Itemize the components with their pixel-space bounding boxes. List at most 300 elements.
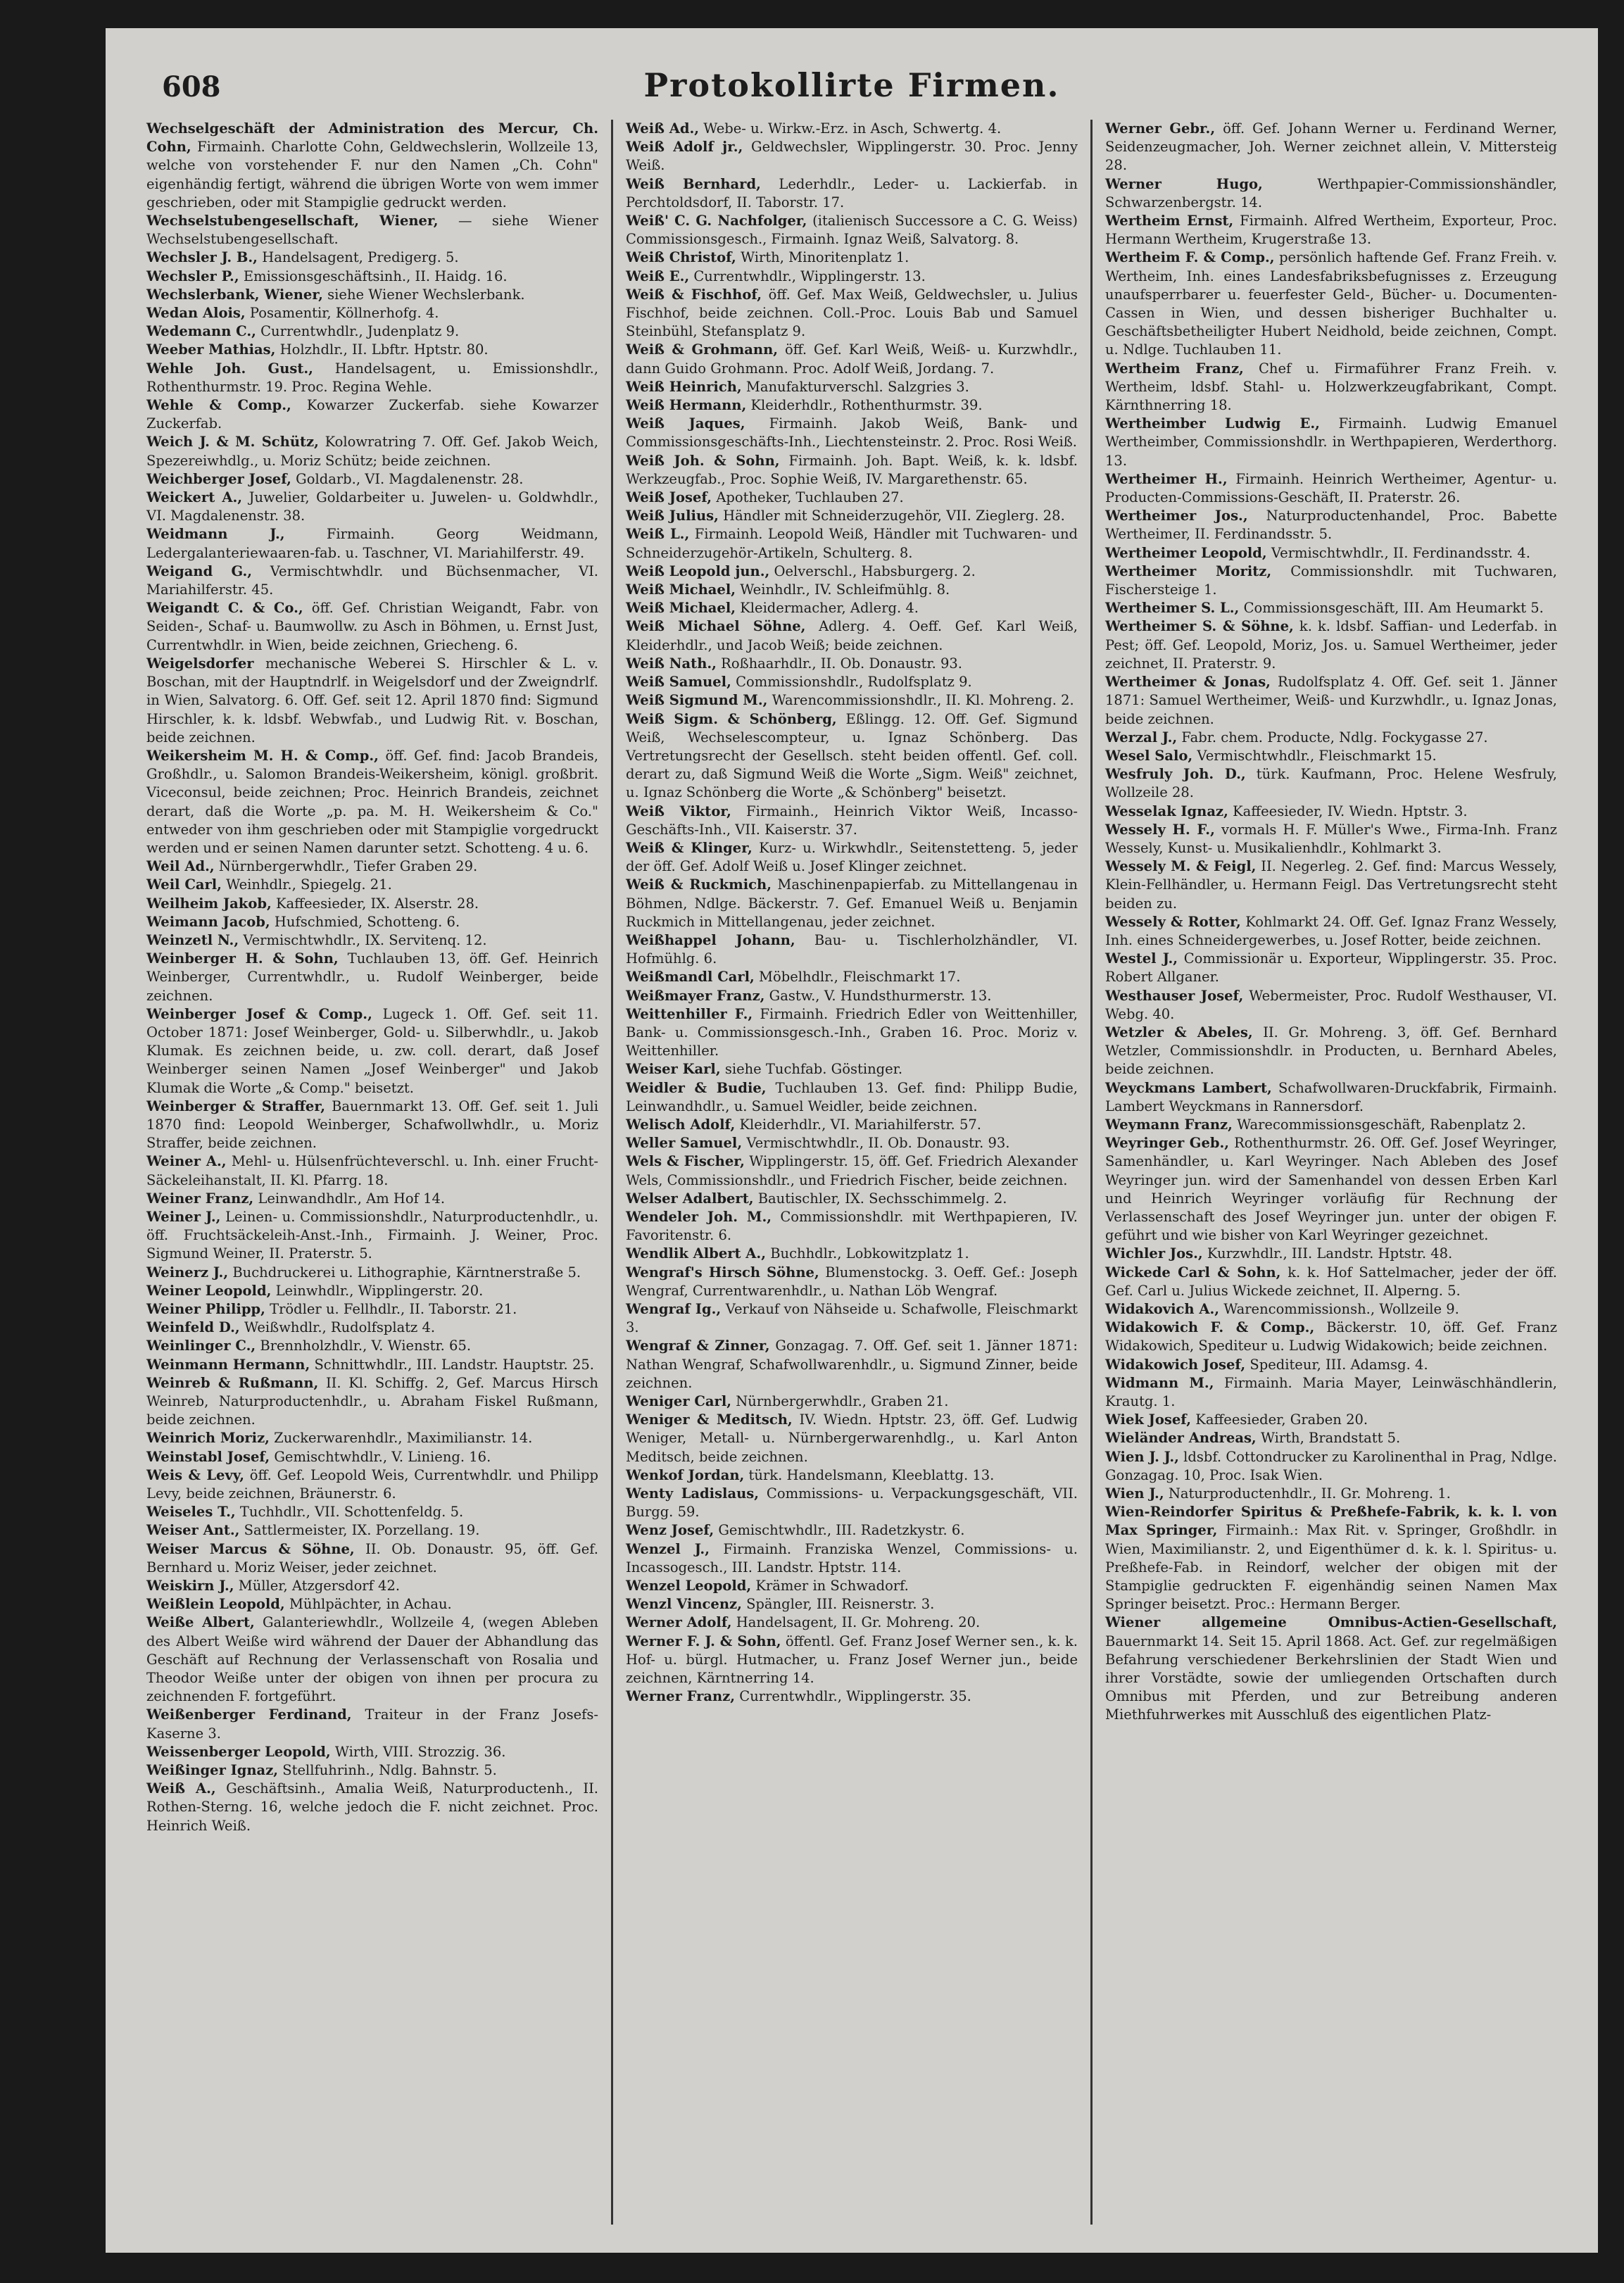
directory-entry <box>1105 562 1557 599</box>
directory-entry <box>146 1614 598 1706</box>
firm-name: Weiß Jaques, <box>626 415 745 432</box>
firm-name: Weller Samuel, <box>626 1135 743 1152</box>
firm-name: Wertheimer Jos., <box>1105 508 1248 524</box>
directory-entry <box>146 268 598 286</box>
firm-name: Weigelsdorfer <box>146 655 254 672</box>
directory-entry <box>146 249 598 267</box>
firm-details: II. Gr. Mohreng. 3, öff. Gef. Bernhard Wetzler, Commissionshdlr. in Producten, u. Bernhard Abeles, beide zeichnen. <box>1105 1024 1558 1078</box>
firm-details: Leinwhdlr., Wipplingerstr. 20. <box>275 1282 484 1299</box>
firm-name: Weiß Julius, <box>626 508 719 524</box>
firm-details: Kaffeesieder, Graben 20. <box>1195 1411 1368 1428</box>
firm-name: Weißinger Ignaz, <box>146 1762 279 1779</box>
directory-entry <box>1105 987 1557 1024</box>
firm-details: Naturproductenhdlr., II. Gr. Mohreng. 1. <box>1168 1485 1451 1502</box>
firm-name: Wertheimer Moritz, <box>1105 562 1272 579</box>
firm-name: Widmann M., <box>1105 1374 1214 1391</box>
firm-name: Weniger & Meditsch, <box>626 1411 793 1428</box>
firm-details: Firmainh. Heinrich Wertheimer, Agentur- u. Producten-Commissions-Geschäft, II. Praterstr. 26. <box>1105 470 1558 506</box>
firm-details: Kurzwhdlr., III. Landstr. Hptstr. 48. <box>1207 1245 1453 1262</box>
firm-details: Schnittwhdlr., III. Landstr. Hauptstr. 25. <box>314 1356 594 1373</box>
directory-entry <box>626 268 1078 286</box>
directory-entry <box>1105 1134 1557 1245</box>
directory-entry <box>626 1337 1078 1392</box>
directory-entry <box>1105 617 1557 673</box>
firm-name: Welisch Adolf, <box>626 1116 736 1133</box>
firm-details: Sattlermeister, IX. Porzellang. 19. <box>244 1522 480 1539</box>
firm-details: siehe Wiener Wechslerbank. <box>327 286 525 303</box>
directory-entry <box>146 599 598 655</box>
firm-name: Weigandt C. & Co., <box>146 600 303 617</box>
firm-name: Weiß Sigm. & Schönberg, <box>626 710 837 727</box>
directory-entry <box>626 175 1078 212</box>
firm-name: Weiser Ant., <box>146 1522 240 1539</box>
firm-details: Rothenthurmstr. 26. Off. Gef. Josef Weyringer, Samenhändler, u. Karl Weyringer. Nach Ableben des Josef Weyringer jun. wird der Samenhandel von dessen Erben Karl und Heinrich Weyringer vorläufig für Rechnung der Verlassenschaft des Josef Weyringer jun. unter der obigen F. geführt und wie bisher von Karl Weyringer gezeichnet. <box>1105 1135 1557 1244</box>
directory-entry <box>1105 729 1557 747</box>
firm-details: Firmainh. Franziska Wenzel, Commissions- u. Incassogesch., III. Landstr. Hptstr. 114. <box>626 1540 1078 1576</box>
directory-entry <box>146 1706 598 1742</box>
firm-name: Werner Adolf, <box>626 1614 732 1631</box>
firm-name: Weiß E., <box>626 268 690 284</box>
firm-details: öff. Gef. find: Jacob Brandeis, Großhdlr., u. Salomon Brandeis-Weikersheim, königl. großbrit. Viceconsul, beide zeichnen; Proc. Heinrich Brandeis, zeichnet derart, daß die Worte „p. pa. M. H. Weikersheim & Co." entweder von ihm geschrieben oder mit Stampiglie vorgedruckt werden und er seinen Namen darunter setzt. Schotteng. 4 u. 6. <box>146 747 599 856</box>
firm-details: II. Ob. Donaustr. 95, öff. Gef. Bernhard u. Moriz Weiser, jeder zeichnet. <box>146 1540 598 1576</box>
firm-details: Schafwollwaren-Druckfabrik, Firmainh. Lambert Weyckmans in Rannersdorf. <box>1105 1079 1557 1114</box>
firm-name: Weiner Philipp, <box>146 1301 265 1317</box>
firm-details: II. Kl. Schiffg. 2, Gef. Marcus Hirsch Weinreb, Naturproductenhdlr., u. Abraham Fiskel Rußmann, beide zeichnen. <box>146 1374 598 1428</box>
firm-details: Kleiderhdlr., Rothenthurmstr. 39. <box>750 397 983 414</box>
firm-details: Geschäftsinh., Amalia Weiß, Naturproductenh., II. Rothen-Sterng. 16, welche jedoch die F. nicht zeichnet. Proc. Heinrich Weiß. <box>146 1780 599 1834</box>
firm-details: Vermischtwhdlr., Fleischmarkt 15. <box>1197 747 1437 764</box>
firm-details: Krämer in Schwadorf. <box>755 1578 909 1595</box>
firm-details: Kleiderhdlr., VI. Mariahilferstr. 57. <box>739 1116 981 1133</box>
firm-details: Firmainh. Leopold Weiß, Händler mit Tuchwaren- und Schneiderzugehör-Artikeln, Schulterg. 8. <box>626 526 1078 561</box>
firm-details: Kaffeesieder, IX. Alserstr. 28. <box>275 895 479 912</box>
firm-name: Wels & Fischer, <box>626 1153 745 1170</box>
directory-entry <box>626 1116 1078 1134</box>
directory-entry <box>626 120 1078 138</box>
firm-details: Lugeck 1. Off. Gef. seit 11. October 1871: Josef Weinberger, Gold- u. Silberwhdlr., u. Jakob Klumak. Es zeichnen beide, u. zw. coll. derart, daß Josef Weinberger seinen Namen „Josef Weinberger" und Jakob Klumak die Worte „& Comp." beisetzt. <box>146 1005 599 1096</box>
firm-name: Weiß Adolf jr., <box>626 139 743 156</box>
firm-details: Gemischtwhdlr., V. Linieng. 16. <box>274 1448 491 1465</box>
firm-name: Wengraf Ig., <box>626 1301 722 1317</box>
firm-name: Weiß Josef, <box>626 489 712 506</box>
firm-details: Bautischler, IX. Sechsschimmelg. 2. <box>757 1190 1007 1207</box>
directory-entry <box>146 433 598 470</box>
directory-entry <box>146 1300 598 1319</box>
firm-name: Wesel Salo, <box>1105 747 1193 764</box>
firm-details: Stellfuhrinh., Ndlg. Bahnstr. 5. <box>282 1762 497 1779</box>
firm-details: Müller, Atzgersdorf 42. <box>238 1578 401 1595</box>
directory-entry <box>626 562 1078 581</box>
directory-entry <box>146 1503 598 1521</box>
firm-details: Weinhdlr., Spiegelg. 21. <box>226 876 392 893</box>
firm-details: Webermeister, Proc. Rudolf Westhauser, VI. Webg. 40. <box>1105 987 1557 1022</box>
firm-details: Currentwhdlr., Judenplatz 9. <box>260 323 460 340</box>
firm-name: Weißhappel Johann, <box>626 931 795 948</box>
directory-entry <box>626 599 1078 617</box>
directory-entry <box>1105 360 1557 415</box>
directory-entry <box>626 1134 1078 1152</box>
directory-entry <box>626 341 1078 377</box>
directory-entry <box>146 1098 598 1153</box>
firm-name: Weinberger & Straffer, <box>146 1098 325 1114</box>
firm-name: Weikersheim M. H. & Comp., <box>146 747 379 764</box>
firm-name: Weil Ad., <box>146 858 215 875</box>
firm-name: Widakowich F. & Comp., <box>1105 1319 1315 1336</box>
firm-details: Zuckerwarenhdlr., Maximilianstr. 14. <box>274 1430 533 1447</box>
directory-entry <box>626 1005 1078 1061</box>
firm-details: Warencommissionshdlr., II. Kl. Mohreng. 2. <box>772 692 1074 709</box>
firm-name: Wien J. J., <box>1105 1448 1179 1465</box>
firm-details: Commissionshdlr., Rudolfsplatz 9. <box>736 674 972 691</box>
firm-name: Wertheimer Leopold, <box>1105 544 1267 561</box>
firm-details: vormals H. F. Müller's Wwe., Firma-Inh. Franz Wessely, Kunst- u. Musikalienhdlr., Kohlmarkt 3. <box>1105 821 1557 856</box>
firm-details: Commissionär u. Exporteur, Wipplingerstr. 35. Proc. Robert Allganer. <box>1105 950 1557 986</box>
directory-entry <box>146 341 598 359</box>
directory-entry <box>1105 913 1557 950</box>
firm-details: Weißwhdlr., Rudolfsplatz 4. <box>244 1319 436 1336</box>
firm-details: Bau- u. Tischlerholzhändler, VI. Hofmühlg. 6. <box>626 931 1078 967</box>
directory-entry <box>146 1152 598 1189</box>
directory-entry <box>626 1521 1078 1540</box>
firm-name: Wertheimer & Jonas, <box>1105 674 1271 691</box>
directory-entry <box>626 286 1078 341</box>
directory-entry <box>1105 673 1557 729</box>
firm-details: Tuchhdlr., VII. Schottenfeldg. 5. <box>239 1504 464 1521</box>
firm-name: Weiß Samuel, <box>626 674 731 691</box>
firm-name: Weiß Michael, <box>626 600 736 617</box>
firm-details: Werthpapier-Commissionshändler, Schwarzenbergstr. 14. <box>1105 175 1557 210</box>
directory-entry <box>1105 1429 1557 1447</box>
firm-details: Spediteur, III. Adamsg. 4. <box>1250 1356 1428 1373</box>
firm-name: Weiß & Grohmann, <box>626 341 779 358</box>
firm-details: Goldarb., VI. Magdalenenstr. 28. <box>296 470 524 487</box>
directory-entry <box>1105 821 1557 857</box>
firm-name: Wechselgeschäft der Administration des Mercur, Ch. Cohn, <box>146 120 598 156</box>
firm-details: Galanteriewhdlr., Wollzeile 4, (wegen Ableben des Albert Weiße wird während der Dauer der Abhandlung das Geschäft auf Rechnung der Verlassenschaft von Rosalia und Theodor Weiße unter der obigen von ihnen per procura zu zeichnenden F. fortgeführt. <box>146 1614 598 1705</box>
firm-name: Weißmandl Carl, <box>626 969 755 986</box>
firm-details: öffentl. Gef. Franz Josef Werner sen., k. k. Hof- u. bürgl. Hutmacher, u. Franz Josef Werner jun., beide zeichnen, Kärntnerring 14. <box>626 1633 1078 1687</box>
firm-name: Wien-Reindorfer Spiritus & Preßhefe-Fabrik, k. k. l. von Max Springer, <box>1105 1504 1557 1539</box>
firm-name: Wendeler Joh. M., <box>626 1208 772 1225</box>
directory-entry <box>1105 415 1557 470</box>
directory-entry <box>146 747 598 857</box>
firm-details: türk. Handelsmann, Kleeblattg. 13. <box>748 1466 995 1483</box>
firm-details: Handelsagent, u. Emissionshdlr., Rothenthurmstr. 19. Proc. Regina Wehle. <box>146 360 598 395</box>
firm-name: Weiß & Fischhof, <box>626 286 762 303</box>
firm-name: Weiße Albert, <box>146 1614 255 1631</box>
firm-name: Widakowich Josef, <box>1105 1356 1246 1373</box>
directory-entry <box>626 617 1078 654</box>
directory-entry <box>1105 1245 1557 1263</box>
firm-details: Firmainh. Maria Mayer, Leinwäschhändlerin, Krautg. 1. <box>1105 1374 1557 1410</box>
firm-name: Werzal J., <box>1105 729 1178 746</box>
firm-details: Wirth, VIII. Strozzig. 36. <box>334 1743 506 1760</box>
firm-name: Weiner Leopold, <box>146 1282 272 1299</box>
firm-name: Wetzler & Abeles, <box>1105 1024 1253 1040</box>
directory-entry <box>146 1208 598 1264</box>
firm-details: öff. Gef. Leopold Weis, Currentwhdlr. und Philipp Levy, beide zeichnen, Bräunerstr. 6. <box>146 1466 598 1502</box>
firm-name: Weiß Nath., <box>626 655 717 672</box>
directory-entry <box>626 507 1078 525</box>
directory-entry <box>1105 1024 1557 1079</box>
directory-page <box>106 28 1598 2253</box>
firm-details: — siehe Wiener Wechselstubengesellschaft. <box>146 213 598 248</box>
firm-name: Wichler Jos., <box>1105 1245 1203 1262</box>
directory-entry <box>626 1633 1078 1688</box>
firm-details: Handelsagent, II. Gr. Mohreng. 20. <box>736 1614 981 1631</box>
firm-name: Wessely M. & Feigl, <box>1105 858 1257 875</box>
directory-entry <box>146 1337 598 1355</box>
firm-name: Weiß Ad., <box>626 120 700 137</box>
firm-name: Weiß Michael Söhne, <box>626 618 806 635</box>
directory-entry <box>626 1060 1078 1078</box>
firm-details: Wirth, Brandstatt 5. <box>1260 1430 1401 1447</box>
firm-name: Weiser Marcus & Söhne, <box>146 1540 355 1557</box>
firm-name: Weil Carl, <box>146 876 222 893</box>
firm-name: Weidmann J., <box>146 526 285 543</box>
firm-name: Wertheimer H., <box>1105 470 1228 487</box>
firm-name: Wesselak Ignaz, <box>1105 803 1228 819</box>
directory-entry <box>626 710 1078 803</box>
firm-details: ldsbf. Cottondrucker zu Karolinenthal in Prag, Ndlge. Gonzagag. 10, Proc. Isak Wien. <box>1105 1448 1557 1483</box>
firm-details: Gonzagag. 7. Off. Gef. seit 1. Jänner 1871: Nathan Wengraf, Schafwollwarenhdlr., u. Sigmund Zinner, beide zeichnen. <box>626 1338 1078 1391</box>
directory-entry <box>146 525 598 562</box>
firm-details: Webe- u. Wirkw.-Erz. in Asch, Schwertg. 4. <box>703 120 1002 137</box>
firm-name: Weiser Karl, <box>626 1061 721 1078</box>
directory-entry <box>626 1687 1078 1706</box>
firm-name: Weissenberger Leopold, <box>146 1743 331 1760</box>
page-number: 608 <box>162 70 221 103</box>
firm-name: Weeber Mathias, <box>146 341 276 358</box>
firm-name: Werner F. J. & Sohn, <box>626 1633 781 1649</box>
directory-entry <box>626 931 1078 968</box>
firm-details: Kowarzer Zuckerfab. siehe Kowarzer Zuckerfab. <box>146 397 599 432</box>
directory-entry <box>1105 950 1557 986</box>
firm-name: Weiß Heinrich, <box>626 378 742 395</box>
directory-entry <box>626 1190 1078 1208</box>
firm-name: Wessely H. F., <box>1105 821 1215 838</box>
firm-name: Wenzl Vincenz, <box>626 1596 742 1613</box>
firm-name: Wengraf's Hirsch Söhne, <box>626 1264 819 1281</box>
firm-name: Weymann Franz, <box>1105 1116 1233 1133</box>
firm-details: Emissionsgeschäftsinh., II. Haidg. 16. <box>243 268 508 284</box>
firm-details: Naturproductenhandel, Proc. Babette Wertheimer, II. Ferdinandsstr. 5. <box>1105 508 1557 543</box>
firm-details: Commissionshdlr. mit Werthpapieren, IV. Favoritenstr. 6. <box>626 1208 1078 1244</box>
directory-entry <box>146 655 598 747</box>
firm-details: Gastw., V. Hundsthurmerstr. 13. <box>769 987 992 1004</box>
firm-name: Weichberger Josef, <box>146 470 291 487</box>
firm-details: Adlerg. 4. Oeff. Gef. Karl Weiß, Kleiderhdlr., und Jacob Weiß; beide zeichnen. <box>626 618 1078 653</box>
firm-details: Handelsagent, Predigerg. 5. <box>262 249 459 266</box>
firm-name: Wertheimer S. & Söhne, <box>1105 618 1294 635</box>
directory-entry <box>1105 599 1557 617</box>
firm-name: Weyckmans Lambert, <box>1105 1079 1272 1096</box>
firm-details: Tuchlauben 13, öff. Gef. Heinrich Weinberger, Currentwhdlr., u. Rudolf Weinberger, beide zeichnen. <box>146 950 598 1004</box>
firm-name: Wechsler J. B., <box>146 249 258 266</box>
firm-name: Weinberger Josef & Comp., <box>146 1005 372 1022</box>
directory-entry <box>1105 1079 1557 1116</box>
firm-name: Weiner A., <box>146 1153 227 1170</box>
directory-entry <box>1105 120 1557 175</box>
firm-details: öff. Gef. Karl Weiß, Weiß- u. Kurzwhdlr., dann Guido Grohmann. Proc. Adolf Weiß, Jordang. 7. <box>626 341 1078 377</box>
directory-entry <box>1105 803 1557 821</box>
firm-details: Mühlpächter, in Achau. <box>289 1596 452 1613</box>
firm-details: Nürnbergerwhdlr., Tiefer Graben 29. <box>218 858 478 875</box>
firm-name: Weiß & Ruckmich, <box>626 876 772 893</box>
directory-entry <box>626 1392 1078 1411</box>
directory-entry <box>626 489 1078 507</box>
firm-name: Weigand G., <box>146 562 253 579</box>
directory-entry <box>626 1411 1078 1466</box>
firm-name: Weiß Sigmund M., <box>626 692 768 709</box>
page-title: Protokollirte Firmen. <box>643 66 1060 104</box>
firm-name: Weinfeld D., <box>146 1319 240 1336</box>
firm-details: Bauernmarkt 14. Seit 15. April 1868. Act. Gef. zur regelmäßigen Befahrung verschiedener Berkehrslinien der Stadt Wien und ihrer Vorstädte, sowie der umliegenden Ortschaften durch Omnibus mit Pferden, und zur Betreibung anderen Miethfuhrwerkes mit Ausschluß des eigentlichen Platz- <box>1105 1633 1557 1723</box>
firm-name: Weinrich Moriz, <box>146 1430 270 1447</box>
firm-name: Welser Adalbert, <box>626 1190 754 1207</box>
directory-entry <box>1105 544 1557 562</box>
firm-details: Vermischtwhdlr. und Büchsenmacher, VI. Mariahilferstr. 45. <box>146 562 599 598</box>
firm-details: Kleidermacher, Adlerg. 4. <box>740 600 919 617</box>
directory-entry <box>146 470 598 489</box>
firm-name: Wehle & Comp., <box>146 397 291 414</box>
firm-details: Oelverschl., Habsburgerg. 2. <box>774 562 976 579</box>
firm-name: Wertheim Franz, <box>1105 360 1244 377</box>
directory-entry <box>146 1448 598 1466</box>
firm-details: Kolowratring 7. Off. Gef. Jakob Weich, Spezereiwhdlg., u. Moriz Schütz; beide zeichnen. <box>146 434 598 469</box>
directory-entry <box>146 304 598 322</box>
firm-name: Weiß Michael, <box>626 581 736 598</box>
directory-entry <box>626 1208 1078 1245</box>
directory-entry <box>146 1577 598 1595</box>
firm-name: Weiß A., <box>146 1780 216 1797</box>
directory-entry <box>626 378 1078 396</box>
firm-name: Weiner J., <box>146 1208 221 1225</box>
directory-entry <box>626 968 1078 986</box>
firm-name: Weißenberger Ferdinand, <box>146 1706 352 1723</box>
firm-name: Weinlinger C., <box>146 1338 256 1354</box>
directory-entry <box>146 562 598 599</box>
firm-name: Weilheim Jakob, <box>146 895 272 912</box>
firm-name: Wieländer Andreas, <box>1105 1430 1257 1447</box>
firm-details: mechanische Weberei S. Hirschler & L. v. Boschan, mit der Hauptndrlf. in Weigelsdorf und der Zweigndrlf. in Wien, Salvatorg. 6. Off. Gef. seit 12. April 1870 find: Sigmund Hirschler, k. k. ldsbf. Webwfab., und Ludwig Rit. v. Boschan, beide zeichnen. <box>146 655 599 746</box>
firm-details: Firmainh. Georg Weidmann, Ledergalanteriewaaren-fab. u. Taschner, VI. Mariahilferstr. 49. <box>146 526 598 561</box>
firm-name: Wesfruly Joh. D., <box>1105 766 1246 783</box>
firm-details: Brennholzhdlr., V. Wienstr. 65. <box>260 1338 472 1354</box>
firm-details: Kurz- u. Wirkwhdlr., Seitenstetteng. 5, jeder der öff. Gef. Adolf Weiß u. Josef Klinger zeichnet. <box>626 839 1078 875</box>
firm-name: Weich J. & M. Schütz, <box>146 434 319 451</box>
firm-details: öff. Gef. Max Weiß, Geldwechsler, u. Julius Fischhof, beide zeichnen. Coll.-Proc. Louis Bab und Samuel Steinbühl, Stefansplatz 9. <box>626 286 1078 340</box>
directory-entry <box>146 1761 598 1780</box>
firm-details: k. k. Hof Sattelmacher, jeder der öff. Gef. Carl u. Julius Wickede zeichnet, II. Alperng. 5. <box>1105 1264 1557 1299</box>
firm-details: Nürnbergerwhdlr., Graben 21. <box>736 1393 949 1410</box>
directory-entry <box>626 581 1078 599</box>
directory-entry <box>626 1152 1078 1189</box>
firm-details: Kaffeesieder, IV. Wiedn. Hptstr. 3. <box>1233 803 1468 819</box>
firm-name: Weinmann Hermann, <box>146 1356 310 1373</box>
directory-entry <box>146 1540 598 1577</box>
directory-entry <box>626 803 1078 839</box>
firm-name: Wengraf & Zinner, <box>626 1338 770 1354</box>
directory-entry <box>626 691 1078 710</box>
directory-entry <box>146 120 598 212</box>
directory-entry <box>1105 249 1557 359</box>
firm-name: Wenkof Jordan, <box>626 1466 745 1483</box>
firm-name: Weinzetl N., <box>146 931 239 948</box>
firm-details: Gemischtwhdlr., III. Radetzkystr. 6. <box>718 1522 965 1539</box>
firm-details: Bauernmarkt 13. Off. Gef. seit 1. Juli 1870 find: Leopold Weinberger, Schafwollwhdlr., u. Moriz Straffer, beide zeichnen. <box>146 1098 599 1152</box>
directory-entry <box>146 1780 598 1835</box>
column-3 <box>1090 120 1570 2225</box>
directory-entry <box>146 1190 598 1208</box>
firm-name: Wedan Alois, <box>146 305 246 322</box>
firm-name: Wien J., <box>1105 1485 1164 1502</box>
directory-entry <box>1105 507 1557 543</box>
directory-entry <box>626 1079 1078 1116</box>
directory-entry <box>1105 1319 1557 1355</box>
firm-details: Commissionshdlr. mit Tuchwaren, Fischersteige 1. <box>1105 562 1557 598</box>
firm-details: Leinen- u. Commissionshdlr., Naturproductenhdlr., u. öff. Fruchtsäckeleih-Anst.-Inh., Firmainh. J. Weiner, Proc. Sigmund Weiner, II. Praterstr. 5. <box>146 1208 599 1262</box>
directory-entry <box>626 1614 1078 1632</box>
firm-details: Firmainh.: Max Rit. v. Springer, Großhdlr. in Wien, Maximilianstr. 2, und Eigenthümer d. k. k. l. Spiritus- u. Preßhefe-Fab. in Reindorf, welcher der obigen mit der Stampiglie gedruckten F. eigenhändig seinen Namen Max Springer beisetzt. Proc.: Hermann Berger. <box>1105 1522 1557 1613</box>
directory-entry <box>626 249 1078 267</box>
firm-name: Wiener allgemeine Omnibus-Actien-Gesellschaft, <box>1105 1614 1557 1631</box>
firm-name: Wiek Josef, <box>1105 1411 1192 1428</box>
directory-entry <box>1105 1116 1557 1134</box>
firm-name: Weiß Leopold jun., <box>626 562 770 579</box>
firm-name: Weiß Joh. & Sohn, <box>626 452 780 469</box>
column-2 <box>611 120 1090 2225</box>
directory-entry <box>1105 747 1557 765</box>
directory-entry <box>146 286 598 304</box>
firm-name: Werner Franz, <box>626 1688 736 1705</box>
firm-details: Firmainh., Heinrich Viktor Weiß, Incasso-Geschäfts-Inh., VII. Kaiserstr. 37. <box>626 803 1078 838</box>
firm-details: Mehl- u. Hülsenfrüchteverschl. u. Inh. einer Frucht-Säckeleihanstalt, II. Kl. Pfarrg. 18. <box>146 1153 598 1188</box>
firm-details: Rudolfsplatz 4. Off. Gef. seit 1. Jänner 1871: Samuel Wertheimer, Weiß- und Kurzwhdlr., u. Ignaz Jonas, beide zeichnen. <box>1105 674 1557 727</box>
directory-entry <box>626 415 1078 451</box>
firm-name: Wechsler P., <box>146 268 239 284</box>
columns <box>134 120 1570 2225</box>
firm-name: Westel J., <box>1105 950 1178 967</box>
firm-name: Wechselstubengesellschaft, Wiener, <box>146 213 439 229</box>
firm-details: Currentwhdlr., Wipplingerstr. 35. <box>739 1688 971 1705</box>
firm-details: Traiteur in der Franz Josefs-Kaserne 3. <box>146 1706 598 1742</box>
directory-entry <box>146 212 598 249</box>
firm-details: Firmainh. Friedrich Edler von Weittenhiller, Bank- u. Commissionsgesch.-Inh., Graben 16. Proc. Moriz v. Weittenhiller. <box>626 1005 1078 1059</box>
directory-entry <box>146 1595 598 1614</box>
directory-entry <box>1105 765 1557 802</box>
directory-entry <box>1105 1374 1557 1411</box>
firm-name: Weiß Hermann, <box>626 397 747 414</box>
firm-details: Verkauf von Nähseide u. Schafwolle, Fleischmarkt 3. <box>626 1301 1078 1336</box>
firm-details: Warecommissionsgeschäft, Rabenplatz 2. <box>1237 1116 1526 1133</box>
firm-details: Wirth, Minoritenplatz 1. <box>741 249 909 266</box>
firm-details: k. k. ldsbf. Saffian- und Lederfab. in Pest; öff. Gef. Leopold, Moriz, Jos. u. Samuel Wertheimer, jeder zeichnet, II. Praterstr. 9. <box>1105 618 1557 672</box>
firm-details: türk. Kaufmann, Proc. Helene Wesfruly, Wollzeile 28. <box>1105 766 1557 801</box>
firm-details: Apotheker, Tuchlauben 27. <box>716 489 904 506</box>
directory-entry <box>1105 1356 1557 1374</box>
directory-entry <box>1105 1614 1557 1724</box>
firm-name: Widakovich A., <box>1105 1301 1220 1317</box>
directory-entry <box>626 839 1078 876</box>
directory-entry <box>626 212 1078 249</box>
firm-details: Maschinenpapierfab. zu Mittellangenau in Böhmen, Ndlge. Bäckerstr. 7. Gef. Emanuel Weiß u. Benjamin Ruckmich in Mittellangenau, jeder zeichnet. <box>626 876 1078 930</box>
firm-name: Wickede Carl & Sohn, <box>1105 1264 1281 1281</box>
firm-name: Wertheimer S. L., <box>1105 600 1240 617</box>
firm-details: Commissions- u. Verpackungsgeschäft, VII. Burgg. 59. <box>626 1485 1078 1521</box>
firm-name: Werner Hugo, <box>1105 175 1263 192</box>
firm-name: Wehle Joh. Gust., <box>146 360 313 377</box>
